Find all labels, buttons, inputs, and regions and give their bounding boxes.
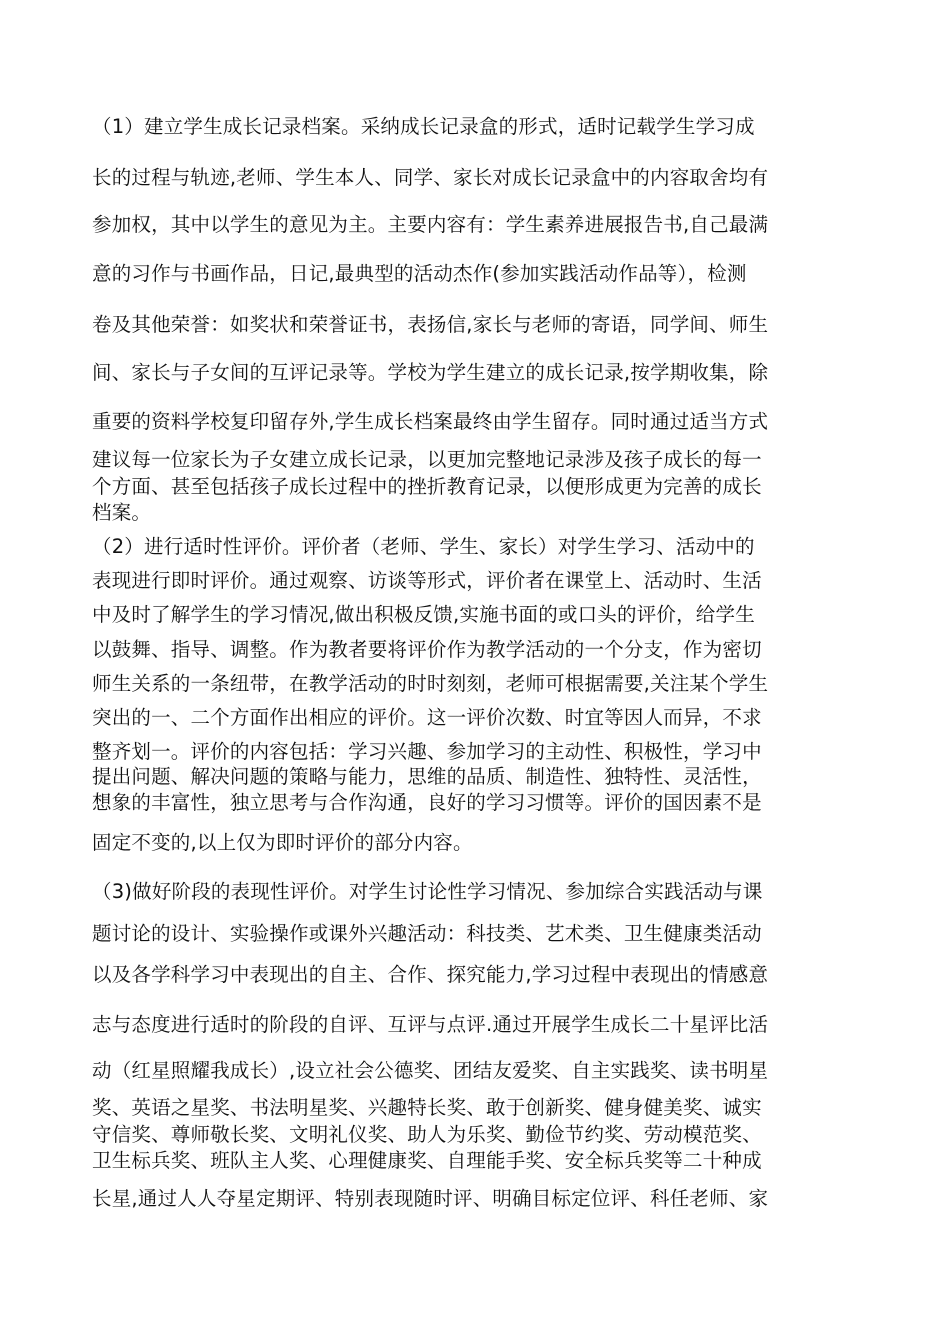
text-line: 以鼓舞、指导、调整。作为教者要将评价作为教学活动的一个分支，作为密切 [92, 638, 762, 661]
text-line: 师生关系的一条纽带，在教学活动的时时刻刻，老师可根据需要,关注某个学生 [92, 672, 769, 695]
text-line: 档案。 [92, 501, 152, 524]
text-line: 意的习作与书画作品，日记,最典型的活动杰作(参加实践活动作品等），检测 [92, 262, 747, 285]
text-line: 整齐划一。评价的内容包括：学习兴趣、参加学习的主动性、积极性，学习中 [92, 740, 762, 763]
text-line: 想象的丰富性，独立思考与合作沟通，良好的学习习惯等。评价的国因素不是 [92, 791, 762, 814]
text-line: 重要的资料学校复印留存外,学生成长档案最终由学生留存。同时通过适当方式 [92, 410, 769, 433]
text-line: 中及时了解学生的学习情况,做出积极反馈,实施书面的或口头的评价，给学生 [92, 603, 755, 626]
text-line: （1）建立学生成长记录档案。采纳成长记录盒的形式，适时记载学生学习成 [92, 115, 755, 138]
text-line: 卷及其他荣誉：如奖状和荣誉证书，表扬信,家长与老师的寄语，同学间、师生 [92, 313, 769, 336]
text-line: （3)做好阶段的表现性评价。对学生讨论性学习情况、参加综合实践活动与课 [92, 880, 763, 903]
text-line: 长的过程与轨迹,老师、学生本人、同学、家长对成长记录盒中的内容取舍均有 [92, 166, 769, 189]
text-line: 表现进行即时评价。通过观察、访谈等形式，评价者在课堂上、活动时、生活 [92, 569, 762, 592]
text-line: 动（红星照耀我成长）,设立社会公德奖、团结友爱奖、自主实践奖、读书明星 [92, 1059, 769, 1082]
text-line: 以及各学科学习中表现出的自主、合作、探究能力,学习过程中表现出的情感意 [92, 963, 769, 986]
text-line: 卫生标兵奖、班队主人奖、心理健康奖、自理能手奖、安全标兵奖等二十种成 [92, 1149, 762, 1172]
text-line: 奖、英语之星奖、书法明星奖、兴趣特长奖、敢于创新奖、健身健美奖、诚实 [92, 1096, 762, 1119]
text-line: 个方面、甚至包括孩子成长过程中的挫折教育记录，以便形成更为完善的成长 [92, 475, 762, 498]
text-line: 长星,通过人人夺星定期评、特别表现随时评、明确目标定位评、科任老师、家 [92, 1187, 769, 1210]
text-line: 参加权，其中以学生的意见为主。主要内容有：学生素养进展报告书,自己最满 [92, 213, 769, 236]
text-line: 固定不变的,以上仅为即时评价的部分内容。 [92, 831, 473, 854]
text-line: 题讨论的设计、实验操作或课外兴趣活动：科技类、艺术类、卫生健康类活动 [92, 922, 762, 945]
text-line: 突出的一、二个方面作出相应的评价。这一评价次数、时宜等因人而异，不求 [92, 706, 762, 729]
text-line: 提出问题、解决问题的策略与能力，思维的品质、制造性、独特性、灵活性， [92, 765, 762, 788]
text-line: 守信奖、尊师敬长奖、文明礼仪奖、助人为乐奖、勤俭节约奖、劳动模范奖、 [92, 1123, 762, 1146]
text-line: 建议每一位家长为子女建立成长记录，以更加完整地记录涉及孩子成长的每一 [92, 448, 762, 471]
text-line: 志与态度进行适时的阶段的自评、互评与点评.通过开展学生成长二十星评比活 [92, 1013, 769, 1036]
text-line: （2）进行适时性评价。评价者（老师、学生、家长）对学生学习、活动中的 [92, 535, 755, 558]
text-line: 间、家长与子女间的互评记录等。学校为学生建立的成长记录,按学期收集，除 [92, 361, 769, 384]
